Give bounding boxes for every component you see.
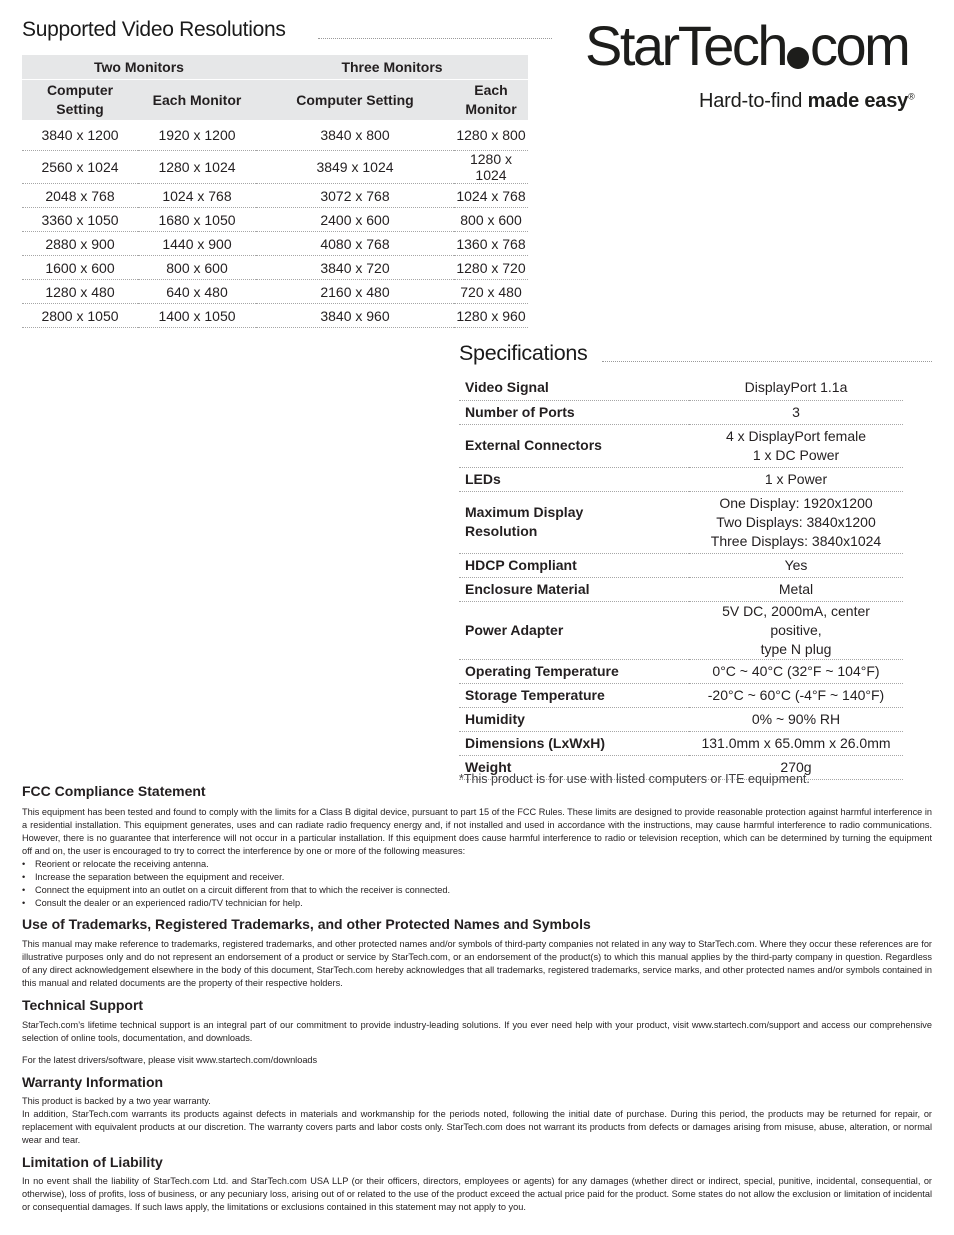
title-dotted-rule [318,38,552,39]
table-cell: 800 x 600 [138,256,256,280]
table-cell: 2400 x 600 [256,208,454,232]
table-cell: 3840 x 720 [256,256,454,280]
table-cell: 2880 x 900 [22,232,138,256]
table-cell: 1280 x 1024 [138,151,256,184]
spec-row [459,601,903,659]
support-heading: Technical Support [22,997,144,1013]
header-three-monitors: Three Monitors [256,55,528,80]
spec-label: LEDs [459,467,689,491]
spec-label: External Connectors [459,424,689,467]
table-cell: 1024 x 768 [138,184,256,208]
spec-row [459,707,903,731]
spec-row [459,467,903,491]
spec-label: HDCP Compliant [459,553,689,577]
header-two-monitors: Two Monitors [22,55,256,80]
table-cell: 2800 x 1050 [22,304,138,328]
spec-value: 3 [689,400,903,424]
table-cell: 3849 x 1024 [256,151,454,184]
spec-label: Operating Temperature [459,659,689,683]
spec-value: One Display: 1920x1200 Two Displays: 3840x1200 Three Displays: 3840x1024 [689,491,903,553]
warranty-line: This product is backed by a two year warranty. [22,1096,211,1106]
specifications-table-body [459,376,903,779]
header-computer-setting: Computer Setting [22,80,138,121]
spec-row [459,659,903,683]
spec-row [459,376,903,400]
table-cell: 1280 x 480 [22,280,138,304]
liability-body: In no event shall the liability of StarTech.com Ltd. and StarTech.com USA LLP (or their officers, directors, employees or agents) for any damages (whether direct or indirect, special, punitive, incidental, consequential, or otherwise), loss of profits, loss of business, or any pecuniary loss, arising out of or related to the use of the product exceed the actual price paid for the product. Some states do not allow the exclusion or limitation of incidental or consequential damages. If such laws apply, the limitations or exclusions contained in this statement may not apply to you. [22,1176,932,1212]
table-row [22,280,528,304]
spec-row [459,400,903,424]
specifications-table [459,376,903,780]
spec-label: Video Signal [459,376,689,400]
fcc-section [22,806,932,910]
table-cell: 1280 x 1024 [454,151,528,184]
table-row [22,232,528,256]
registered-mark: ® [908,91,915,102]
table-cell: 1280 x 720 [454,256,528,280]
logo-dot-icon [787,47,809,69]
list-item: • Reorient or relocate the receiving antenna. [22,858,932,871]
table-cell: 2048 x 768 [22,184,138,208]
fcc-measures-list [22,858,932,910]
spec-value: 0°C ~ 40°C (32°F ~ 104°F) [689,659,903,683]
table-cell: 2560 x 1024 [22,151,138,184]
tagline-bold: made easy [807,90,909,112]
table-cell: 1360 x 768 [454,232,528,256]
spec-label: Maximum Display Resolution [459,491,689,553]
table-cell: 1280 x 960 [454,304,528,328]
specs-dotted-rule [602,361,932,362]
table-cell: 2160 x 480 [256,280,454,304]
startech-logo [585,14,908,78]
table-cell: 3072 x 768 [256,184,454,208]
warranty-heading: Warranty Information [22,1074,164,1090]
table-row [22,151,528,184]
resolutions-table [22,55,528,328]
specifications-title: Specifications [459,341,588,365]
spec-value: -20°C ~ 60°C (-4°F ~ 140°F) [689,683,903,707]
tagline-regular: Hard-to-find [699,90,808,112]
spec-value: 270g [689,755,903,779]
spec-value: 4 x DisplayPort female 1 x DC Power [689,424,903,467]
spec-row [459,491,903,553]
spec-value: 5V DC, 2000mA, center positive, type N plug [689,601,903,659]
table-cell: 3840 x 960 [256,304,454,328]
logo-text-com: com [810,14,909,77]
trademarks-heading: Use of Trademarks, Registered Trademarks, and other Protected Names and Symbols [22,916,591,932]
table-cell: 1920 x 1200 [138,120,256,151]
spec-row [459,731,903,755]
trademarks-body: This manual may make reference to trademarks, registered trademarks, and other protected names and/or symbols of third-party companies not related in any way to StarTech.com. Where they occur these references are for illustrative purposes only and do not represent an endorsement of a product or service by StarTech.com, or an endorsement of the product(s) to which this manual applies by the third-party company in question. Regardless of any direct acknowledgement elsewhere in the body of this document, StarTech.com hereby acknowledges that all trademarks, registered trademarks, service marks, and other protected names and/or symbols contained in this manual and related documents are the property of their respective holders. [22,939,932,988]
spec-value: 0% ~ 90% RH [689,707,903,731]
table-cell: 3360 x 1050 [22,208,138,232]
spec-row [459,553,903,577]
fcc-body: This equipment has been tested and found to comply with the limits for a Class B digital device, pursuant to part 15 of the FCC Rules. These limits are designed to provide reasonable protection against harmful interference in a residential installation. This equipment generates, uses and can radiate radio frequency energy and, if not installed and used in accordance with the instructions, may cause harmful interference to radio communications. However, there is no guarantee that interference will not occur in a particular installation. If this equipment does cause harmful interference to radio or television reception, which can be determined by turning the equipment off and on, the user is encouraged to try to correct the interference by one or more of the following measures: [22,807,932,856]
spec-value: Yes [689,553,903,577]
liability-heading: Limitation of Liability [22,1154,163,1170]
table-cell: 1680 x 1050 [138,208,256,232]
table-cell: 720 x 480 [454,280,528,304]
header-computer-setting: Computer Setting [256,80,454,121]
table-cell: 3840 x 1200 [22,120,138,151]
table-row [22,120,528,151]
spec-label: Dimensions (LxWxH) [459,731,689,755]
table-row [22,208,528,232]
spec-label: Power Adapter [459,601,689,659]
table-cell: 640 x 480 [138,280,256,304]
list-item: • Increase the separation between the equipment and receiver. [22,871,932,884]
table-row [22,256,528,280]
warranty-body: In addition, StarTech.com warrants its products against defects in materials and workmanship for the periods noted, following the initial date of purchase. During this period, the products may be returned for repair, or replacement with equivalent products at our discretion. The warranty covers parts and labor costs only. StarTech.com does not warrant its products from defects or damages arising from misuse, abuse, alteration, or normal wear and tear. [22,1109,932,1145]
spec-value: 131.0mm x 65.0mm x 26.0mm [689,731,903,755]
table-cell: 1280 x 800 [454,120,528,151]
spec-row [459,683,903,707]
spec-label: Storage Temperature [459,683,689,707]
spec-value: Metal [689,577,903,601]
resolutions-table-body [22,120,528,328]
spec-value: 1 x Power [689,467,903,491]
table-cell: 1400 x 1050 [138,304,256,328]
list-item: • Consult the dealer or an experienced radio/TV technician for help. [22,897,932,910]
table-cell: 800 x 600 [454,208,528,232]
spec-label: Humidity [459,707,689,731]
logo-text: StarTech [585,14,786,77]
table-cell: 1024 x 768 [454,184,528,208]
specs-footnote: *This product is for use with listed computers or ITE equipment. [459,772,810,786]
spec-row [459,577,903,601]
support-drivers-line: For the latest drivers/software, please visit www.startech.com/downloads [22,1055,318,1065]
resolutions-title: Supported Video Resolutions [22,18,286,41]
table-cell: 1600 x 600 [22,256,138,280]
warranty-section [22,1095,932,1147]
logo-tagline [699,90,915,113]
table-cell: 1440 x 900 [138,232,256,256]
spec-label: Number of Ports [459,400,689,424]
header-each-monitor: Each Monitor [454,80,528,121]
spec-row [459,424,903,467]
spec-label: Weight [459,755,689,779]
header-each-monitor: Each Monitor [138,80,256,121]
support-body: StarTech.com’s lifetime technical support is an integral part of our commitment to provide industry-leading solutions. If you ever need help with your product, visit www.startech.com/support and access our comprehensive selection of online tools, documentation, and downloads. [22,1020,932,1043]
fcc-heading: FCC Compliance Statement [22,783,206,799]
spec-label: Enclosure Material [459,577,689,601]
table-cell: 4080 x 768 [256,232,454,256]
table-cell: 3840 x 800 [256,120,454,151]
spec-value: DisplayPort 1.1a [689,376,903,400]
list-item: • Connect the equipment into an outlet on a circuit different from that to which the receiver is connected. [22,884,932,897]
table-row [22,184,528,208]
table-row [22,304,528,328]
